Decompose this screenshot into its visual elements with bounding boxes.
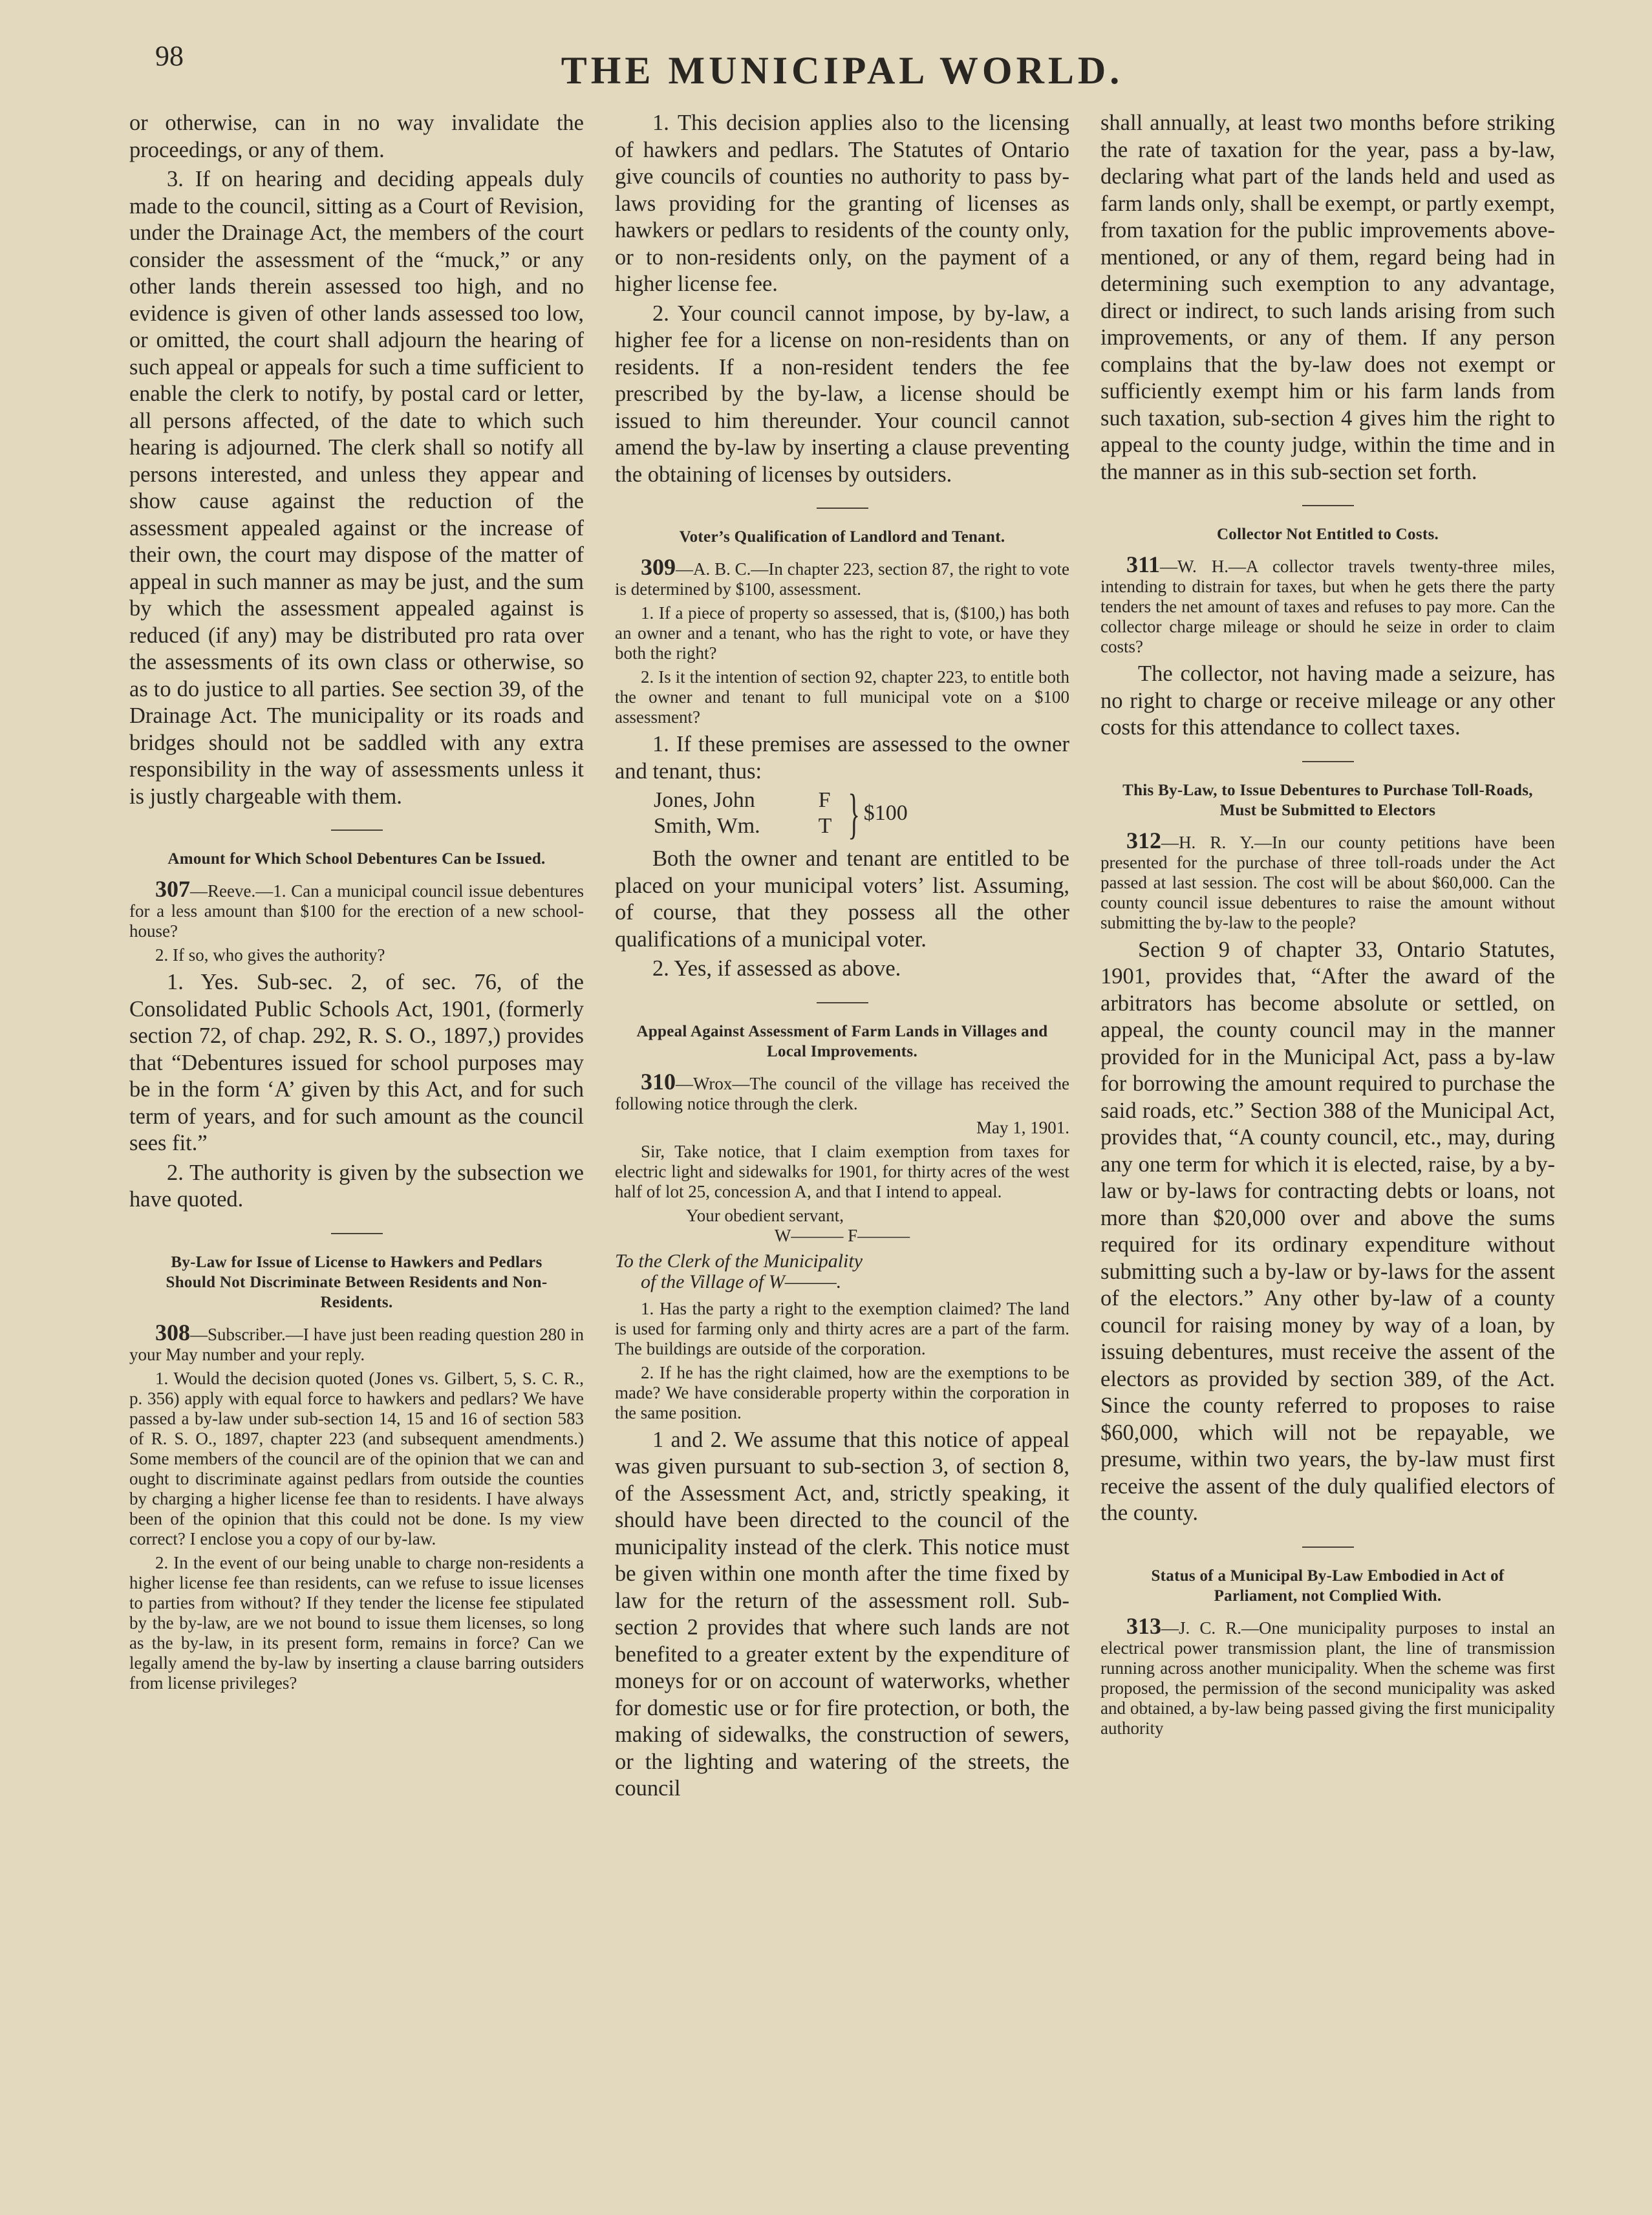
assessed-types [819, 787, 832, 839]
body-paragraph: or otherwise, can in no way invalidate the proceedings, or any of them. [129, 111, 584, 162]
section-heading: Collector Not Entitled to Costs. [1216, 526, 1439, 543]
question-number: 311 [1126, 551, 1161, 577]
body-paragraph: 1 and 2. We assume that this notice of appeal was given pursuant to sub-section 3, of section 8, of the Assessment Act, and, strictly speaking, it should have been directed to the council of the municipality instead of the clerk. This notice must be given within one month after the time fixed by law for the return of the assessment roll. Sub-section 2 provides that where such lands are not benefited to a greater extent by the expenditure of moneys for or on account of waterworks, whether for domestic use or for fire protection, or both, the making of sidewalks, the construction of sewers, or the lighting and watering of the streets, the council [615, 1427, 1069, 1801]
body-paragraph: shall annually, at least two months before striking the rate of taxation for the year, pass a by-law, declaring what part of the lands held and used as farm lands only, shall be exempt, or partly exempt, from taxation for the public improvements above-mentioned, or any of them, regard being had in determining such exemption to any advantage, direct or indirect, to such lands arising from such improvements, or any of them. If any person complains that the by-law does not exempt or sufficiently exempt him or his farm lands from such taxation, sub-section 4 gives him the right to appeal to the county judge, within the time and in the manner as in this sub-section set forth. [1100, 111, 1555, 484]
query-text: —Reeve.—1. Can a municipal council issue debentures for a less amount than $100 for the erection of a new school-house? [129, 881, 584, 941]
query-text: —Subscriber.—I have just been reading question 280 in your May number and your reply. [129, 1324, 584, 1364]
query-paragraph [1100, 551, 1555, 657]
query-text: 2. If he has the right claimed, how are the exemptions to be made? We have considerable property within the corporation in the same position. [615, 1362, 1069, 1422]
query-text: Sir, Take notice, that I claim exemption from taxes for electric light and sidewalks for 1901, for thirty acres of the west half of lot 25, concession A, and that I intend to appeal. [615, 1141, 1069, 1201]
brace-icon: } [848, 782, 861, 844]
query-text: 2. Is it the intention of section 92, chapter 223, to entitle both the owner and tenant to full municipal vote on a $100 assessment? [615, 667, 1069, 727]
question-number: 308 [155, 1319, 190, 1345]
query-paragraph [1100, 1612, 1555, 1739]
query-text: —A. B. C.—In chapter 223, section 87, the right to vote is determined by $100, assessment. [615, 559, 1069, 599]
addressee-block [615, 1251, 1069, 1292]
signature-line: Your obedient servant, [686, 1205, 844, 1225]
query-text: —Wrox—The council of the village has received the following notice through the clerk. [615, 1073, 1069, 1113]
assessed-name: Jones, John [654, 788, 755, 812]
section-divider [817, 508, 868, 509]
section-divider [1302, 505, 1354, 506]
section-divider [1302, 1546, 1354, 1548]
body-paragraph: The collector, not having made a seizure, has no right to charge or receive mileage or any other costs for this attendance to collect taxes. [1100, 661, 1555, 740]
assessed-type: T [818, 814, 832, 838]
query-paragraph [615, 1118, 1069, 1138]
assessed-name: Smith, Wm. [654, 814, 760, 838]
assessed-type: F [818, 788, 831, 812]
query-paragraph [615, 603, 1069, 663]
query-text: 2. In the event of our being unable to charge non-residents a higher license fee than residents, can we refuse to issue licenses to parties from without? If they tender the license fee stipulated by the by-law, are we not bound to issue them licenses, so long as the by-law, in its present form, remains in force? Can we legally amend the by-law by inserting a clause barring outsiders from license privileges? [129, 1552, 584, 1693]
section-divider [817, 1002, 868, 1003]
query-paragraph [615, 1068, 1069, 1114]
query-text: May 1, 1901. [976, 1117, 1069, 1137]
assessed-amount: $100 [863, 801, 908, 825]
body-paragraph: 1. Yes. Sub-sec. 2, of sec. 76, of the Consolidated Public Schools Act, 1901, (formerly section 72, of chap. 292, R. S. O., 1897,) provides that “Debentures issued for school purposes may be in the form ‘A’ given by this Act, and for such term of years, and for such amount as the council sees fit.” [129, 970, 584, 1155]
query-text: 1. Has the party a right to the exemption claimed? The land is used for farming only and thirty acres are a part of the farm. The buildings are outside of the corporation. [615, 1298, 1069, 1358]
assessed-names [654, 787, 760, 839]
addressee-line: To the Clerk of the Municipality [615, 1250, 863, 1272]
query-paragraph [615, 1299, 1069, 1359]
question-number: 313 [1126, 1612, 1161, 1639]
query-paragraph [129, 876, 584, 941]
query-text: —J. C. R.—One municipality purposes to instal an electrical power transmission plant, the line of transmission running across another municipality. When the scheme was first proposed, the permission of the second municipality was asked and obtained, a by-law being passed giving the first municipality authority [1100, 1618, 1555, 1738]
query-paragraph [615, 1226, 1069, 1246]
query-paragraph [129, 1369, 584, 1549]
question-number: 310 [641, 1068, 676, 1095]
body-paragraph: Section 9 of chapter 33, Ontario Statutes, 1901, provides that, “After the award of the arbitrators has become absolute or settled, on appeal, the county council may in the manner provided for in the Municipal Act, pass a by-law for borrowing the amount required to purchase the said roads, etc.” Section 388 of the Municipal Act, provides that, “A county council, etc., may, during any one term for which it is elected, raise, by a by-law or by-laws for contracting debts or loans, not more than $20,000 over and above the sums required for its ordinary expenditure without submitting such a by-law or by-laws for the assent of the electors.” Any other by-law of a county council for raising money by way of a loan, by issuing debentures, must receive the assent of the electors as provided by section 389, of the Act. Since the county referred to proposes to raise $60,000, which will not be repayable, we presume, within two years, the by-law must first receive the assent of the duly qualified electors of the county. [1100, 937, 1555, 1525]
question-number: 312 [1126, 827, 1161, 853]
section-heading: Appeal Against Assessment of Farm Lands in Villages and Local Improvements. [636, 1022, 1048, 1060]
addressee-line: of the Village of W———. [641, 1270, 842, 1292]
query-paragraph [615, 667, 1069, 727]
section-divider [331, 829, 383, 831]
query-paragraph [615, 554, 1069, 599]
body-paragraph: 1. If these premises are assessed to the owner and tenant, thus: [615, 732, 1069, 784]
text-columns [129, 110, 1555, 2176]
section-divider [1302, 761, 1354, 762]
body-paragraph: 3. If on hearing and deciding appeals duly made to the council, sitting as a Court of Revision, under the Drainage Act, the members of the court consider the assessment of the “muck,” or any other lands therein assessed too high, and no evidence is given of other lands assessed too low, or omitted, the court shall adjourn the hearing of such appeal or appeals for such a time sufficient to enable the clerk to notify, by postal card or letter, all persons affected, of the date to which such hearing is adjourned. The clerk shall so notify all persons interested, and unless they appear and show cause against the reduction of the assessment appealed against or the increase of their own, the court may dispose of the matter of appeal in such manner as may be just, and the sum by which the assessment appealed against is reduced (if any) may be distributed pro rata over the assessments of its own class or otherwise, so as to do justice to all parties. See section 39, of the Drainage Act. The municipality or its roads and bridges should not be saddled with any extra responsibility in the way of assessments unless it is justly chargeable with them. [129, 167, 584, 809]
question-number: 307 [155, 876, 190, 902]
query-text: 1. Would the decision quoted (Jones vs. Gilbert, 5, S. C. R., p. 356) apply with equal force to hawkers and pedlars? We have passed a by-law under sub-section 14, 15 and 16 of section 583 of R. S. O., 1897, chapter 223 (and subsequent amendments.) Some members of the council are of the opinion that we can and ought to discriminate against pedlars from outside the counties by charging a higher license fee than to residents. I have always been of the opinion that this could not be done. Is my view correct? I enclose you a copy of our by-law. [129, 1368, 584, 1548]
question-number: 309 [641, 554, 676, 580]
body-paragraph: 2. Yes, if assessed as above. [652, 956, 901, 981]
column-middle [615, 110, 1069, 2176]
query-text: —H. R. Y.—In our county petitions have been presented for the purchase of three toll-roads under the Act passed at last session. The cost will be about $60,000. Can the county council issue debentures to raise the amount without submitting the by-law to the people? [1100, 832, 1555, 932]
body-paragraph: 2. The authority is given by the subsection we have quoted. [129, 1160, 584, 1212]
query-text: 2. If so, who gives the authority? [155, 945, 385, 965]
query-paragraph [129, 945, 584, 965]
query-text: —W. H.—A collector travels twenty-three miles, intending to distrain for taxes, but when he gets there the party tenders the net amount of taxes and refuses to pay more. Can the collector charge mileage or should he seize in order to claim costs? [1100, 557, 1555, 656]
section-heading: By-Law for Issue of License to Hawkers and Pedlars Should Not Discriminate Between Residents and Non-Residents. [166, 1253, 548, 1311]
column-right [1100, 110, 1555, 2176]
body-paragraph: Both the owner and tenant are entitled to be placed on your municipal voters’ list. Assuming, of course, that they possess all the other qualifications of a municipal voter. [615, 846, 1069, 952]
query-text: 1. If a piece of property so assessed, that is, ($100,) has both an owner and a tenant, who has the right to vote, or have they both the right? [615, 603, 1069, 663]
query-paragraph [129, 1553, 584, 1693]
section-heading: Status of a Municipal By-Law Embodied in Act of Parliament, not Complied With. [1151, 1567, 1505, 1605]
section-divider [331, 1233, 383, 1234]
page-title: THE MUNICIPAL WORLD. [561, 49, 1124, 92]
body-paragraph: 2. Your council cannot impose, by by-law, a higher fee for a license on non-residents than on residents. If a non-resident tenders the fee prescribed by the by-law, a license should be issued to him thereunder. Your council cannot amend the by-law by inserting a clause preventing the obtaining of licenses by outsiders. [615, 301, 1069, 487]
section-heading: Voter’s Qualification of Landlord and Tenant. [679, 528, 1005, 546]
page-number: 98 [155, 40, 184, 72]
query-paragraph [1100, 827, 1555, 933]
body-paragraph: 1. This decision applies also to the licensing of hawkers and pedlars. The Statutes of Ontario give councils of counties no authority to pass by-laws providing for the granting of licenses as hawkers or pedlars to residents of the county only, or to non-residents only, on the payment of a higher license fee. [615, 111, 1069, 296]
section-heading: Amount for Which School Debentures Can be Issued. [167, 850, 546, 868]
query-paragraph [129, 1319, 584, 1365]
assessment-listing [654, 782, 1069, 844]
column-left [129, 110, 584, 2176]
page-header [129, 36, 1555, 107]
query-paragraph [615, 1363, 1069, 1423]
query-text: W——— F——— [774, 1225, 910, 1245]
query-paragraph [615, 1142, 1069, 1202]
section-heading: This By-Law, to Issue Debentures to Purchase Toll-Roads, Must be Submitted to Electors [1122, 781, 1533, 819]
